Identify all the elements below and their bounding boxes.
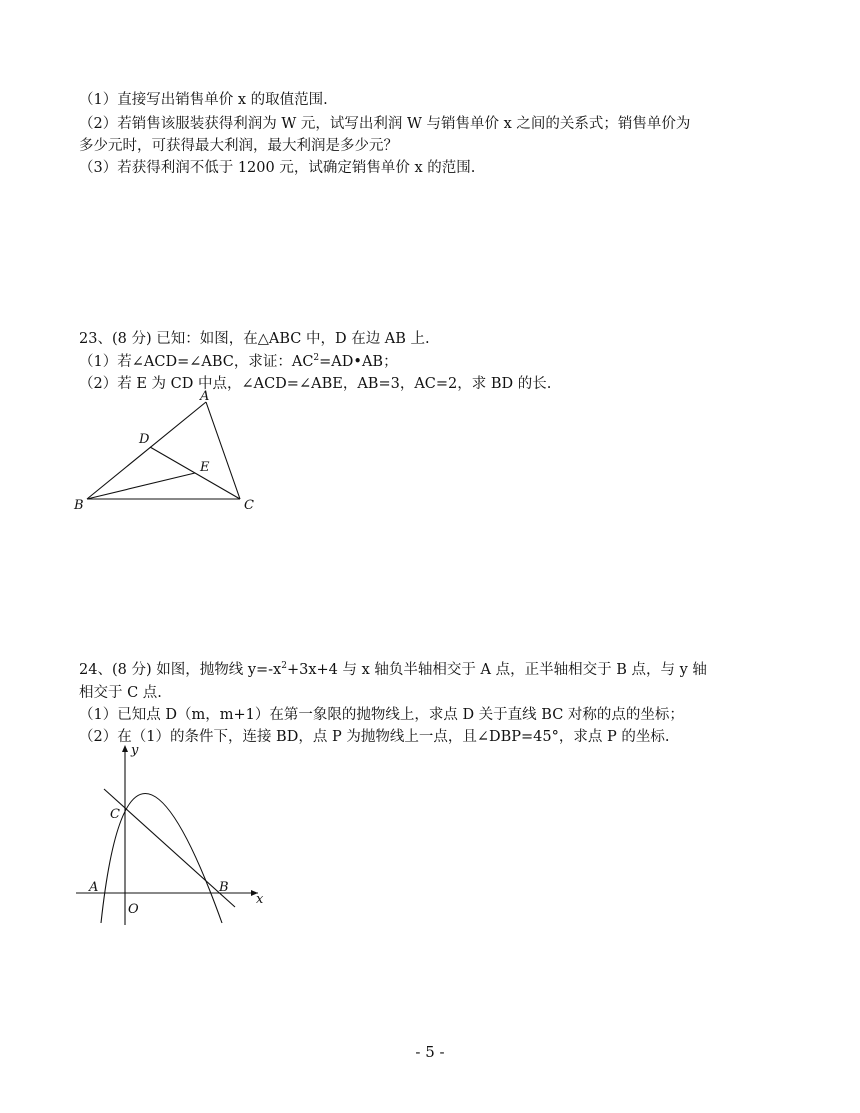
q23-stem: 23、(8 分) 已知：如图，在△ABC 中，D 在边 AB 上. xyxy=(79,331,430,347)
q24-stem-cont: 相交于 C 点. xyxy=(79,685,162,701)
q23-part2: （2）若 E 为 CD 中点，∠ACD=∠ABE，AB=3，AC=2，求 BD 的长. xyxy=(79,376,552,392)
q22-part2-cont: 多少元时，可获得最大利润，最大利润是多少元？ xyxy=(79,138,398,154)
q22-part2: （2）若销售该服装获得利润为 W 元，试写出利润 W 与销售单价 x 之间的关系式；销售单价为 xyxy=(79,116,691,132)
label-y: y xyxy=(131,743,139,758)
label-B: B xyxy=(74,498,84,513)
label-A: A xyxy=(200,389,210,404)
label-D: D xyxy=(139,432,150,447)
label-C: C xyxy=(110,807,120,822)
q24-stem: 24、(8 分) 如图，抛物线 $y=-x^2+3x+4$ 与 x 轴负半轴相交于 A 点，正半轴相交于 B 点，与 y 轴 xyxy=(79,661,707,678)
label-B: B xyxy=(219,880,229,895)
label-A: A xyxy=(89,880,99,895)
label-C: C xyxy=(244,498,254,513)
q22-part1: （1）直接写出销售单价 x 的取值范围. xyxy=(79,92,328,108)
label-E: E xyxy=(200,460,210,475)
q23-part1: （1）若∠ACD=∠ABC，求证：$AC^2=AD•AB$； xyxy=(79,353,398,370)
q22-part3: （3）若获得利润不低于 1200 元，试确定销售单价 x 的范围. xyxy=(79,160,476,176)
q24-part1: （1）已知点 D（m，m+1）在第一象限的抛物线上，求点 D 关于直线 BC 对称的点的坐标； xyxy=(79,707,684,723)
page-number: - 5 - xyxy=(415,1043,445,1061)
q24-part2: （2）在（1）的条件下，连接 BD，点 P 为抛物线上一点，且∠DBP=45°，求点 P 的坐标. xyxy=(79,729,670,745)
label-O: O xyxy=(128,902,139,917)
label-x: x xyxy=(256,892,264,907)
